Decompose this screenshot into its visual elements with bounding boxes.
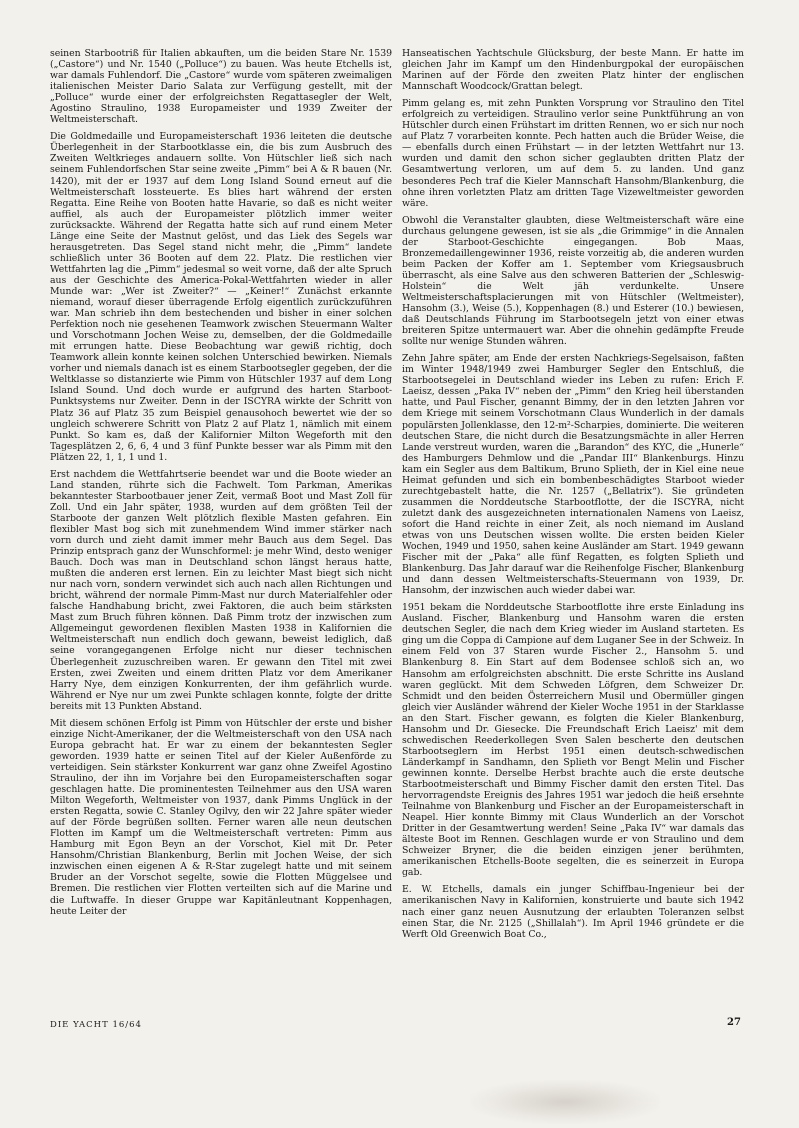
paragraph: 1951 bekam die Norddeutsche Starbootflotte ihre erste Einladung ins Ausland. Fischer, Blankenburg und Hansohm waren die ersten deutschen Segler, die nach dem Krieg wieder im Ausland starteten. Es ging um die Coppa di Campione auf dem Luganer See in der Schweiz. In einem Feld von 37 Staren wurde Fischer 2., Hansohm 5. und Blankenburg 8. Ein Start auf dem Bodensee schloß sich an, wo Hansohm am erfolgreichsten abschnitt. Die erste Schritte ins Ausland waren geglückt. Mit dem Schweden Löfgren, dem Schweizer Dr. Schmidt und den beiden Österreichern Musil und Obermüller gingen gleich vier Ausländer während der Kieler Woche 1951 in der Starklasse an den Start. Fischer gewann, es folgten die Kieler Blankenburg, Hansohm und Dr. Giesecke. Die Freundschaft Erich Laeisz' mit dem schwedischen Reederkollegen Sven Salen bescherte den deutschen Starbootseglern im Herbst 1951 einen deutsch-schwedischen Länderkampf in Sandhamn, den Splieth vor Bengt Melin und Fischer gewinnen konnte. Derselbe Herbst brachte auch die erste deutsche Starbootmeisterschaft und Bimmy Fischer damit den ersten Titel. Das hervorragendste Ereignis des Jahres 1951 war jedoch die heiß ersehnte Teilnahme von Blankenburg und Fischer an der Europameisterschaft in Neapel. Hier konnte Bimmy mit Claus Wunderlich an der Vorschot Dritter in der Gesamtwertung werden! Seine „Paka IV“ war damals das älteste Boot im Rennen. Geschlagen wurde er von Straulino und dem Schweizer Bryner, die die beiden einzigen jener berühmten, amerikanischen Etchells-Boote segelten, die es seinerzeit in Europa gab. [402,602,744,879]
paragraph: seinen Starbootriß für Italien abkauften, um die beiden Stare Nr. 1539 („Castore“) und Nr. 1540 („Polluce“) zu bauen. Was heute Etchells ist, war damals Fuhlendorf. Die „Castore“ wurde vom späteren zweimaligen italienischen Meister Dario Salata zur Verfügung gestellt, mit der „Polluce“ wurde einer der erfolgreichsten Regattasegler der Welt, Agostino Straulino, 1938 Europameister und 1939 Zweiter der Weltmeisterschaft. [50,48,392,126]
right-column [402,48,744,946]
magazine-footer: DIE YACHT 16/64 [50,1020,142,1030]
paper-scuff-mark [470,1080,660,1124]
paragraph: Obwohl die Veranstalter glaubten, diese Weltmeisterschaft wäre eine durchaus gelungene gewesen, ist sie als „die Grimmige“ in die Annalen der Starboot-Geschichte eingegangen. Bob Maas, Bronzemedaillengewinner 1936, reiste vorzeitig ab, die anderen wurden beim Packen der Koffer am 1. September vom Kriegsausbruch überrascht, als eine Salve aus den schweren Batterien der „Schleswig-Holstein“ die Welt jäh verdunkelte. Unsere Weltmeisterschaftsplacierungen mit von Hütschler (Weltmeister), Hansohm (3.), Weise (5.), Koppenhagen (8.) und Esterer (10.) bewiesen, daß Deutschlands Führung im Starbootsegeln jetzt von einer etwas breiteren Spitze untermauert war. Aber die ohnehin gedämpfte Freude sollte nur wenige Stunden währen. [402,214,744,348]
paragraph: Hanseatischen Yachtschule Glücksburg, der beste Mann. Er hatte im gleichen Jahr im Kampf um den Hindenburgpokal der europäischen Marinen auf der Förde den zweiten Platz hinter der englischen Mannschaft Woodcock/Grattan belegt. [402,48,744,93]
paragraph: Erst nachdem die Wettfahrtserie beendet war und die Boote wieder an Land standen, rührte sich die Fachwelt. Tom Parkman, Amerikas bekanntester Starbootbauer jener Zeit, vermaß Boot und Mast Zoll für Zoll. Und ein Jahr später, 1938, wurden auf dem größten Teil der Starboote der ganzen Welt plötzlich flexible Masten gefahren. Ein flexibler Mast bog sich mit zunehmendem Wind immer stärker nach vorn durch und zieht damit immer mehr Bauch aus dem Segel. Das Prinzip entsprach ganz der Wunschformel: je mehr Wind, desto weniger Bauch. Doch was man in Deutschland schon längst heraus hatte, mußten die anderen erst lernen. Ein zu leichter Mast biegt sich nicht nur nach vorn, sondern verwindet sich auch nach allen Richtungen und bricht, während der normale Pimm-Mast nur durch Materialfehler oder falsche Handhabung bricht, zwei Faktoren, die auch beim stärksten Mast zum Bruch führen können. Daß Pimm trotz der inzwischen zum Allgemeingut gewordenen flexiblen Masten 1938 in Kalifornien die Weltmeisterschaft nun endlich doch gewann, beweist lediglich, daß seine vorangegangenen Erfolge nicht nur dieser technischen Überlegenheit zuzuschreiben waren. Er gewann den Titel mit zwei Ersten, zwei Zweiten und einem dritten Platz vor dem Amerikaner Harry Nye, dem einzigen Konkurrenten, der ihm gefährlich wurde. Während er Nye nur um zwei Punkte schlagen konnte, folgte der dritte bereits mit 13 Punkten Abstand. [50,468,392,712]
paragraph: Pimm gelang es, mit zehn Punkten Vorsprung vor Straulino den Titel erfolgreich zu verteidigen. Straulino verlor seine Punktführung an von Hütschler durch einen Frühstart im dritten Rennen, wo er sich nur noch auf Platz 7 vorarbeiten konnte. Pech hatten auch die Brüder Weise, die — ebenfalls durch einen Frühstart — in der letzten Wettfahrt nur 13. wurden und damit den schon sicher geglaubten dritten Platz der Gesamtwertung verloren, um auf dem 5. zu landen. Und ganz besonderes Pech traf die Kieler Mannschaft Hansohm/Blankenburg, die ohne ihren vorletzten Platz am dritten Tage Vizeweltmeister geworden wäre. [402,98,744,209]
paragraph: Die Goldmedaille und Europameisterschaft 1936 leiteten die deutsche Überlegenheit in der Starbootklasse ein, die bis zum Ausbruch des Zweiten Weltkrieges andauern sollte. Von Hütschler ließ sich nach seinem Fuhlendorfschen Star seine zweite „Pimm“ bei A & R bauen (Nr. 1420), mit der er 1937 auf dem Long Island Sound erneut auf die Weltmeisterschaft lossteuerte. Es blies hart während der ersten Regatta. Eine Reihe von Booten hatte Havarie, so daß es nicht weiter auffiel, als auch der Europameister plötzlich immer weiter zurücksackte. Während der Regatta hatte sich auf rund einem Meter Länge eine Seite der Mastnut gelöst, und das Liek des Segels war herausgetreten. Das Segel stand nicht mehr, die „Pimm“ landete schließlich unter 36 Booten auf dem 22. Platz. Die restlichen vier Wettfahrten lag die „Pimm“ jedesmal so weit vorne, daß der alte Spruch aus der Geschichte des America-Pokal-Wettfahrten wieder in aller Munde war: „Wer ist Zweiter?“ — „Keiner!“ Zunächst erkannte niemand, worauf dieser überragende Erfolg eigentlich zurückzuführen war. Man schrieb ihn dem bestechenden und bisher in einer solchen Perfektion noch nie gesehenen Teamwork zwischen Steuermann Walter und Vorschotmann Jochen Weise zu, demselben, der die Goldmedaille mit errungen hatte. Diese Beobachtung war gewiß richtig, doch Teamwork allein konnte keinen solchen Unterschied bewirken. Niemals vorher und niemals danach ist es einem Starbootsegler gegeben, der die Weltklasse so distanzierte wie Pimm von Hütschler 1937 auf dem Long Island Sound. Und doch wurde er aufgrund des harten Starboot-Punktsystems nur Zweiter. Denn in der ISCYRA wirkte der Schritt von Platz 36 auf Platz 35 zum Beispiel genausohoch bewertet wie der so ungleich schwerere Schritt von Platz 2 auf Platz 1, nämlich mit einem Punkt. So kam es, daß der Kalifornier Milton Wegeforth mit den Tagesplätzen 2, 6, 6, 4 und 3 fünf Punkte besser war als Pimm mit den Plätzen 22, 1, 1, 1 und 1. [50,131,393,463]
paragraph: E. W. Etchells, damals ein junger Schiffbau-Ingenieur bei der amerikanischen Navy in Kalifornien, konstruierte und baute sich 1942 nach einer ganz neuen Ausnutzung der erlaubten Toleranzen selbst einen Star, die Nr. 2125 („Shillalah“). Im April 1946 gründete er die Werft Old Greenwich Boat Co., [402,884,744,940]
page-number: 27 [727,1017,741,1028]
paragraph: Zehn Jahre später, am Ende der ersten Nachkriegs-Segelsaison, faßten im Winter 1948/1949 zwei Hamburger Segler den Entschluß, die Starbootsegelei in Deutschland wieder ins Leben zu rufen: Erich F. Laeisz, dessen „Paka IV“ neben der „Pimm“ den Krieg heil überstanden hatte, und Paul Fischer, genannt Bimmy, der in den letzten Jahren vor dem Kriege mit seinem Vorschotmann Claus Wunderlich in der damals populärsten Jollenklasse, den 12-m²-Scharpies, dominierte. Die weiteren deutschen Stare, die nicht durch die Besatzungsmächte in aller Herren Lande verstreut wurden, waren die „Barandon“ des KYC, die „Hunerle“ des Hamburgers Dehmlow und die „Pandar III“ Blankenburgs. Hinzu kam ein Segler aus dem Baltikum, Bruno Splieth, der in Kiel eine neue Heimat gefunden und sich ein bombenbeschädigtes Starboot wieder zurechtgebastelt hatte, die Nr. 1257 („Bellatrix“). Sie gründeten zusammen die Norddeutsche Starbootflotte, der die ISCYRA, nicht zuletzt dank des ausgezeichneten internationalen Namens von Laeisz, sofort die Hand reichte in einer Zeit, als noch niemand im Ausland etwas von uns Deutschen wissen wollte. Die ersten beiden Kieler Wochen, 1949 und 1950, sahen keine Ausländer am Start. 1949 gewann Fischer mit der „Paka“ alle fünf Regatten, es folgten Splieth und Blankenburg. Das Jahr darauf war die Reihenfolge Fischer, Blankenburg und dann dessen Weltmeisterschafts-Steuermann von 1939, Dr. Hansohm, der inzwischen auch wieder dabei war. [402,353,744,597]
paragraph: Mit diesem schönen Erfolg ist Pimm von Hütschler der erste und bisher einzige Nicht-Amerikaner, der die Weltmeisterschaft von den USA nach Europa gebracht hat. Er war zu einem der bekanntesten Segler geworden. 1939 hatte er seinen Titel auf der Kieler Außenförde zu verteidigen. Sein stärkster Konkurrent war ganz ohne Zweifel Agostino Straulino, der ihn im Vorjahre bei den Europameisterschaften sogar geschlagen hatte. Die prominentesten Teilnehmer aus den USA waren Milton Wegeforth, Weltmeister von 1937, dank Pimms Unglück in der ersten Regatta, sowie C. Stanley Ogilvy, den wir 22 Jahre später wieder auf der Förde begrüßen sollten. Ferner waren alle neun deutschen Flotten im Kampf um die Weltmeisterschaft vertreten: Pimm aus Hamburg mit Egon Beyn an der Vorschot, Kiel mit Dr. Peter Hansohm/Christian Blankenburg, Berlin mit Jochen Weise, der sich inzwischen einen eigenen A & R-Star zugelegt hatte und mit seinem Bruder an der Vorschot segelte, sowie die Flotten Müggelsee und Bremen. Die restlichen vier Flotten verteilten sich auf die Marine und die Luftwaffe. In dieser Gruppe war Kapitänleutnant Koppenhagen, heute Leiter der [50,717,392,917]
left-column [50,48,392,923]
